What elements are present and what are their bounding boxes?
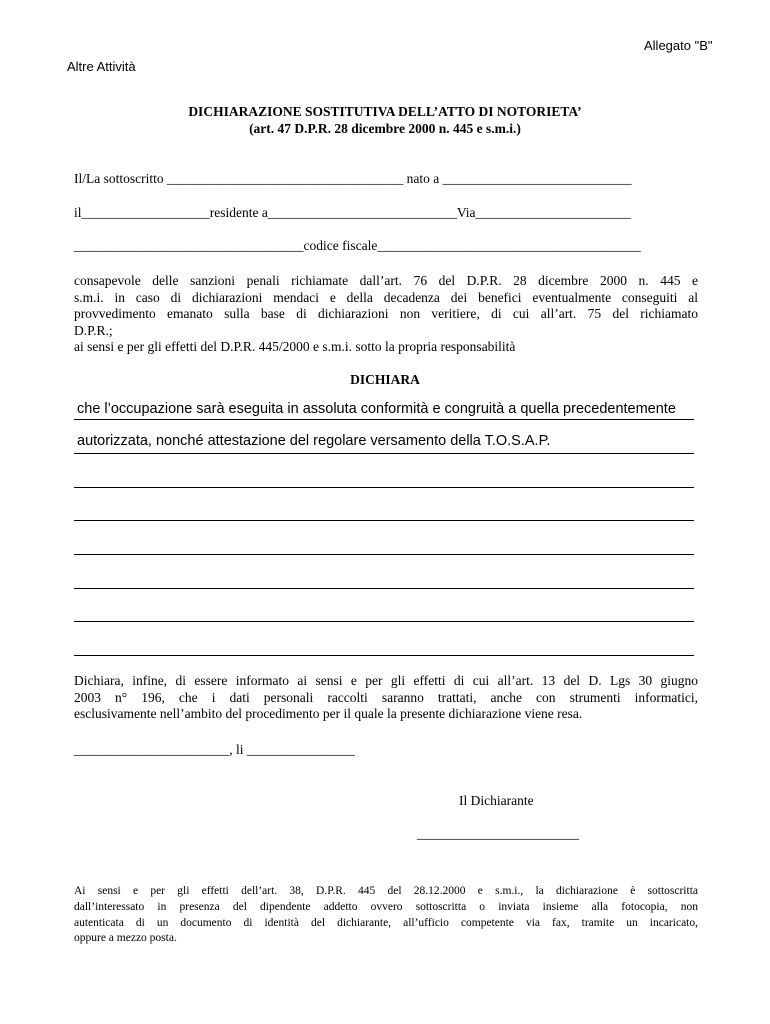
signature-line: ________________________	[417, 826, 579, 841]
dichiara-heading: DICHIARA	[350, 372, 420, 387]
footer-line: dall’interessato in presenza del dipendente addetto ovvero sottoscritta o inviata insieme alla fotocopia, non	[74, 900, 698, 913]
footer-line: autenticata di un documento di identità del dichiarante, all’ufficio competente via fax, tramite un incaricato,	[74, 916, 698, 929]
footer-note	[74, 884, 698, 947]
paragraph-line: consapevole delle sanzioni penali richiamate dall’art. 76 del D.P.R. 28 dicembre 2000 n. 445 e	[74, 273, 698, 288]
blank-line	[74, 487, 694, 488]
declaration-line-2: autorizzata, nonché attestazione del regolare versamento della T.O.S.A.P.	[77, 433, 551, 449]
field-birthdate-residence: il___________________residente a____________________________Via_______________________	[74, 205, 631, 220]
blank-line	[74, 655, 694, 656]
field-name-birthplace: Il/La sottoscritto ___________________________________ nato a ____________________________	[74, 171, 632, 186]
signature-label: Il Dichiarante	[459, 793, 534, 808]
blank-line	[74, 554, 694, 555]
paragraph-line: ai sensi e per gli effetti del D.P.R. 445/2000 e s.m.i. sotto la propria responsabilità	[74, 339, 516, 355]
blank-line	[74, 621, 694, 622]
blank-line	[74, 520, 694, 521]
category-label: Altre Attività	[67, 59, 136, 74]
privacy-paragraph	[74, 673, 698, 723]
declaration-line-1: che l’occupazione sarà eseguita in assoluta conformità e congruità a quella precedentemente	[77, 401, 676, 417]
paragraph-line: esclusivamente nell’ambito del procedimento per il quale la presente dichiarazione viene resa.	[74, 706, 583, 722]
paragraph-line: D.P.R.;	[74, 322, 113, 338]
place-date-field: _______________________, li ________________	[74, 742, 355, 757]
attachment-label: Allegato "B"	[644, 38, 713, 53]
blank-line	[74, 453, 694, 454]
blank-line	[74, 419, 694, 420]
document-subtitle: (art. 47 D.P.R. 28 dicembre 2000 n. 445 e s.m.i.)	[249, 121, 521, 136]
paragraph-line: provvedimento emanato sulla base di dichiarazioni non veritiere, di cui all’art. 75 del richiamato	[74, 306, 698, 322]
document-title: DICHIARAZIONE SOSTITUTIVA DELL’ATTO DI NOTORIETA’	[188, 104, 582, 119]
paragraph-line: s.m.i. in caso di dichiarazioni mendaci e della decadenza dei benefici eventualmente conseguiti al	[74, 289, 698, 305]
blank-line	[74, 588, 694, 589]
consapevole-paragraph	[74, 273, 698, 356]
footer-line: oppure a mezzo posta.	[74, 932, 177, 945]
paragraph-line: Dichiara, infine, di essere informato ai sensi e per gli effetti di cui all’art. 13 del D. Lgs 30 giugno	[74, 673, 698, 688]
footer-line: Ai sensi e per gli effetti dell’art. 38, D.P.R. 445 del 28.12.2000 e s.m.i., la dichiarazione è sottoscritta	[74, 885, 698, 897]
paragraph-line: 2003 n° 196, che i dati personali raccolti saranno trattati, anche con strumenti informatici,	[74, 689, 698, 705]
field-codice-fiscale: __________________________________codice fiscale_______________________________________	[74, 238, 641, 253]
